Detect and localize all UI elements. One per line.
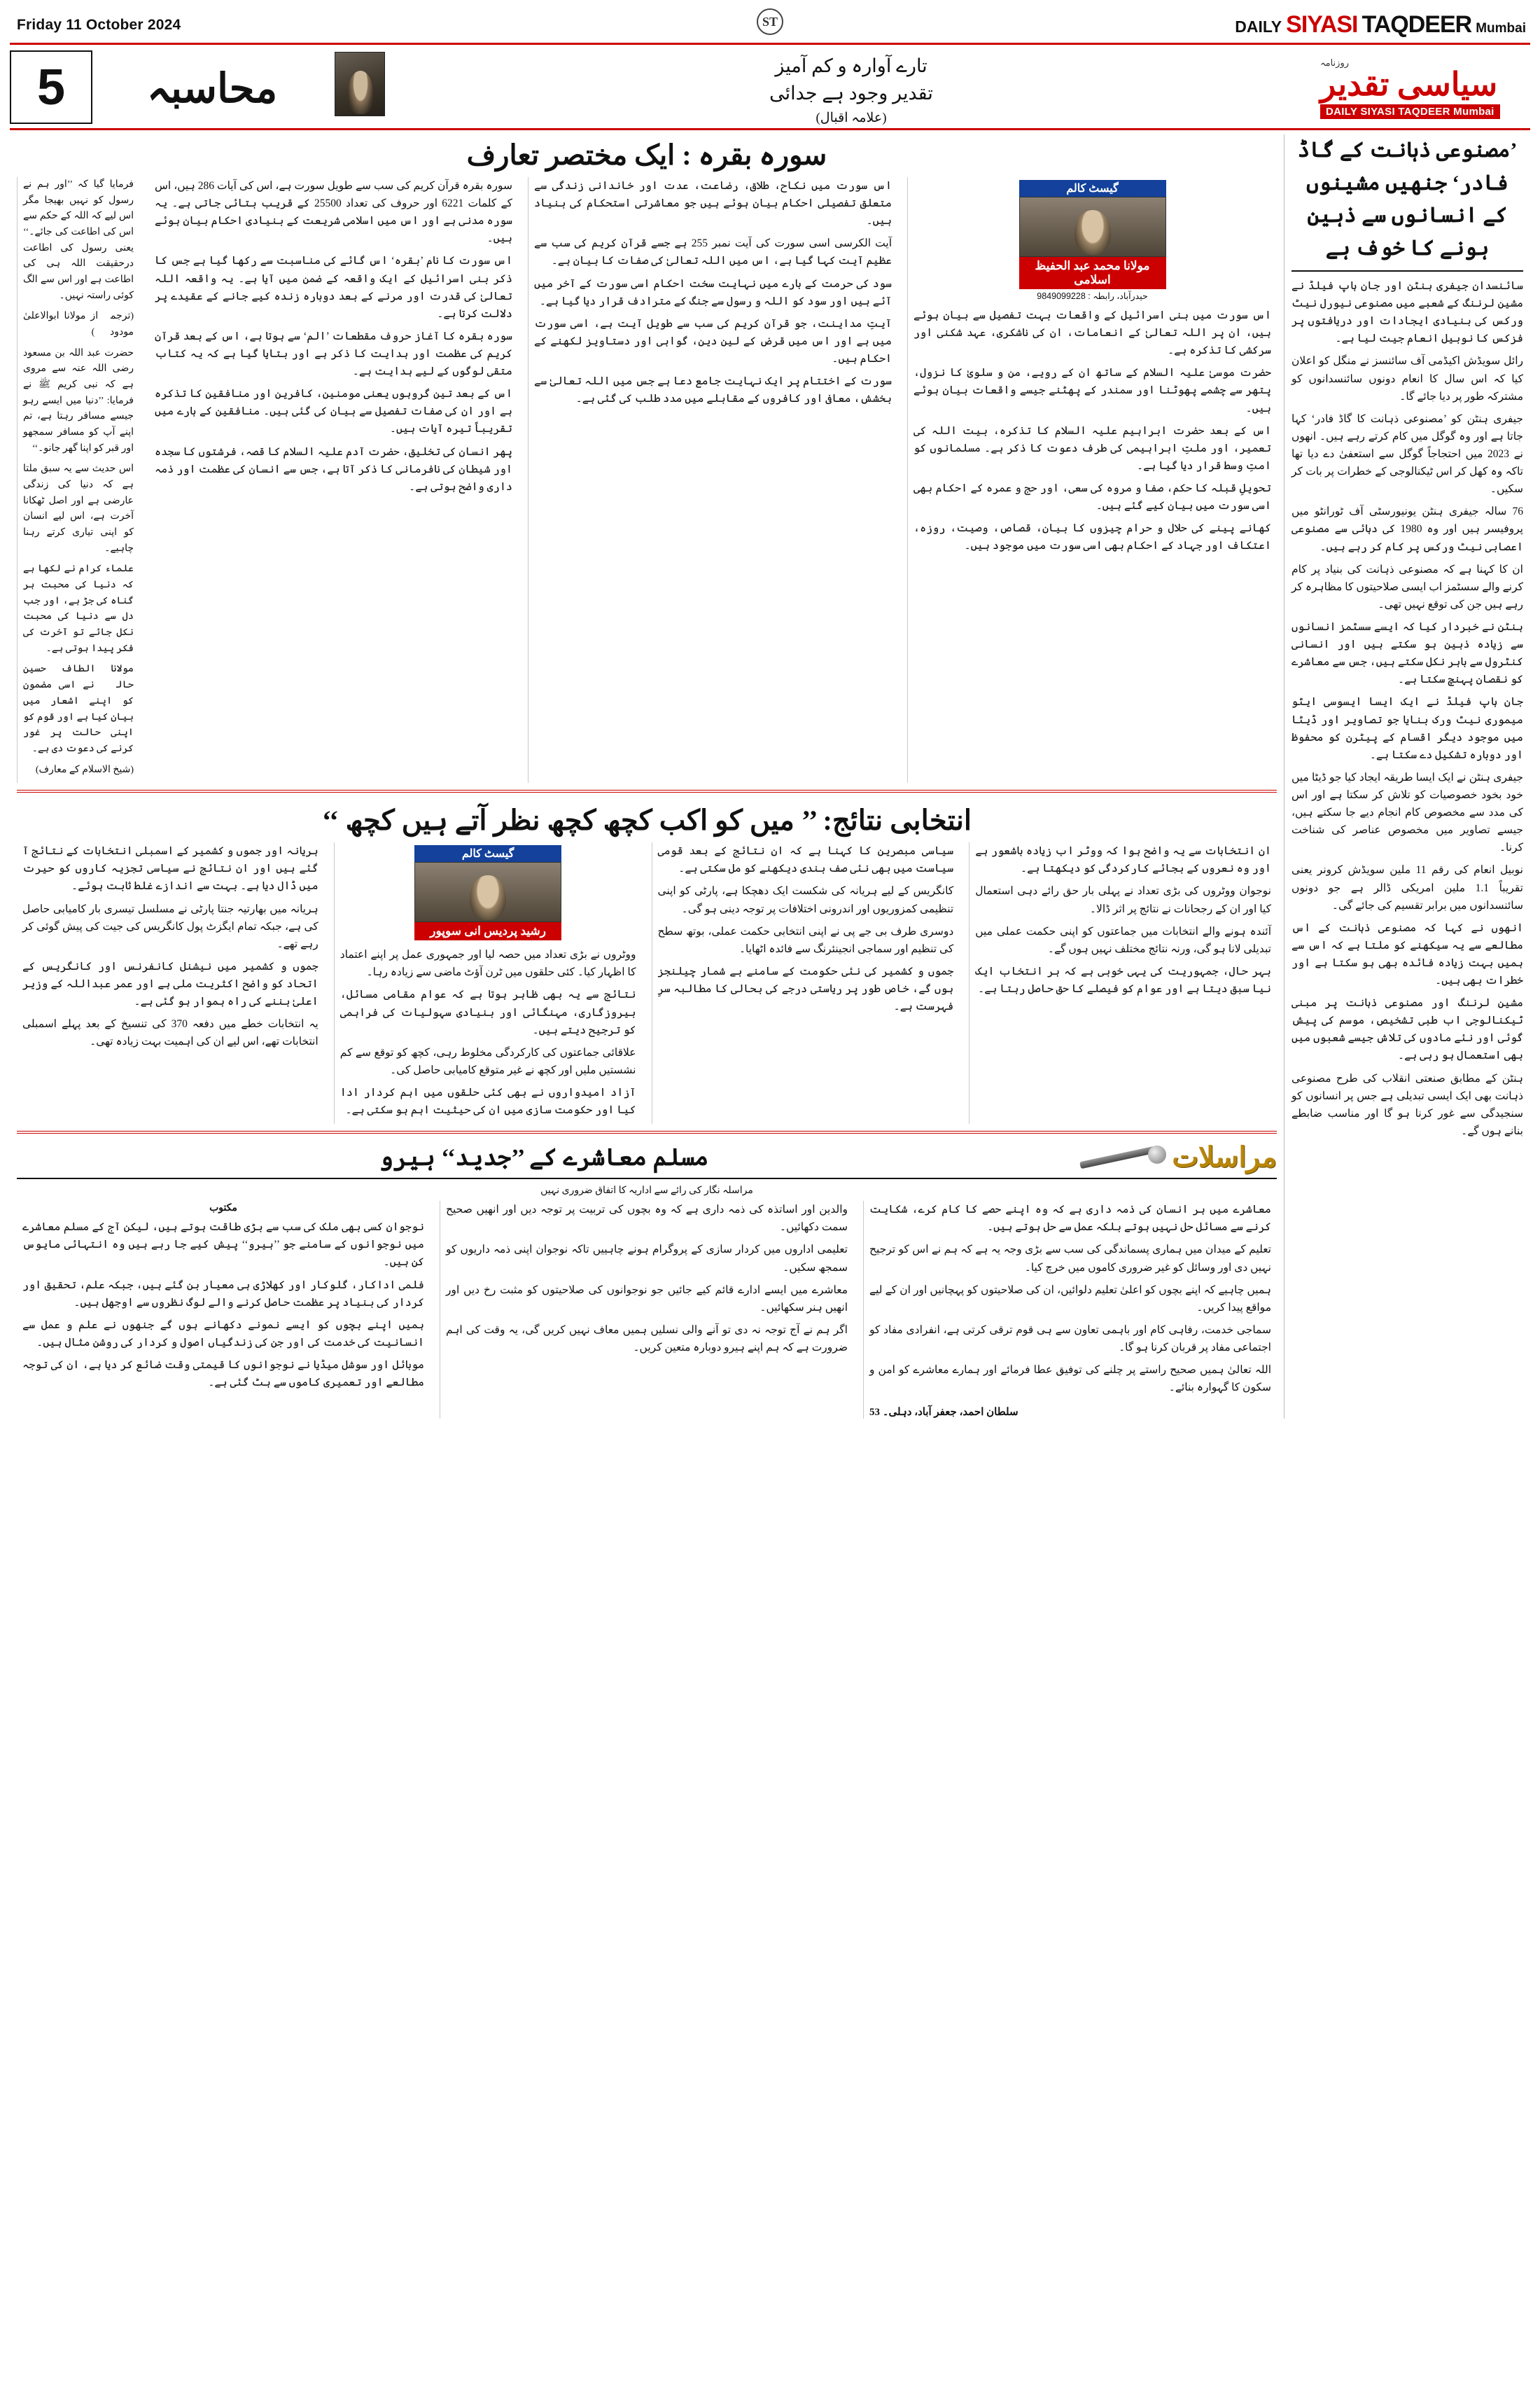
article-paragraph: اس سورت میں نکاح، طلاق، رضاعت، عدت اور خاندانی زندگی سے متعلق تفصیلی احکام بیان ہوئے ہیں جو معاشرتی استحکام کی بنیاد ہیں۔ xyxy=(534,180,892,228)
article-paragraph: سورہ بقرہ کا آغاز حروف مقطعات ’الم‘ سے ہوتا ہے، اس کے بعد قرآن کریم کی عظمت اور ہدایت کا ذکر ہے اور بتایا گیا ہے کہ یہ کتاب متقی لوگوں کے لیے ہدایت ہے۔ xyxy=(155,330,512,378)
article-title: سورہ بقرہ : ایک مختصر تعارف xyxy=(466,139,827,171)
article-title: انتخابی نتائج: ’’ میں کو اکب کچھ کچھ نظر آتے ہیں کچھ ‘‘ xyxy=(322,805,972,837)
byline-contact: 9849099228 : حیدرآباد، رابطہ xyxy=(1037,291,1148,301)
article-paragraph: دوسری طرف بی جے پی نے اپنی انتخابی حکمت عملی، بوتھ سطح کی تنظیم اور سماجی انجینئرنگ سے فائدہ اٹھایا۔ xyxy=(657,925,954,955)
article-paragraph: اس کے بعد تین گروہوں یعنی مومنین، کافرین اور منافقین کا تذکرہ ہے اور ان کی صفات تفصیل سے بیان کی گئی ہیں۔ منافقین کے بارے میں تقریباً تیرہ آیات ہیں۔ xyxy=(155,388,512,436)
couplet-block xyxy=(392,48,1320,128)
article-column-body xyxy=(534,177,892,408)
publication-date: Friday 11 October 2024 xyxy=(17,16,181,33)
masthead-daily-label: DAILY xyxy=(1235,18,1282,36)
feature-body xyxy=(1292,277,1523,1140)
couplet-line-2: تقدیر وجود ہے جدائی xyxy=(769,83,933,104)
misc-paragraph: فرمایا گیا کہ ’’اور ہم نے رسول کو نہیں بھیجا مگر اس لیے کہ اللہ کے حکم سے اس کی اطاعت کی جائے۔‘‘ یعنی رسول کی اطاعت درحقیقت اللہ ہی کی اطاعت ہے اور اس سے الگ کوئی راستہ نہیں۔ xyxy=(23,179,134,301)
feature-paragraph: جیفری ہنٹن کو ’مصنوعی ذہانت کا گاڈ فادر‘ کہا جاتا ہے اور وہ گوگل میں کام کرتے رہے ہیں۔ انھوں نے 2023 میں احتجاجاً گوگل سے استعفیٰ دے دیا تھا تاکہ وہ کھل کر اس ٹیکنالوجی کے خطرات پر بات کر سکیں۔ xyxy=(1292,412,1523,496)
masthead-taqdeer-label: TAQDEER xyxy=(1362,11,1472,38)
feature-paragraph: جان ہاپ فیلڈ نے ایک ایسا ایسوسی ایٹو میموری نیٹ ورک بنایا جو تصاویر اور ڈیٹا میں موجود دیگر اقسام کے پیٹرن کو محفوظ اور دوبارہ تشکیل دے سکتا ہے۔ xyxy=(1292,696,1523,761)
article-paragraph: نتائج سے یہ بھی ظاہر ہوتا ہے کہ عوام مقامی مسائل، بیروزگاری، مہنگائی اور بنیادی سہولیات کی فراہمی کو ترجیح دیتے ہیں۔ xyxy=(340,989,636,1036)
column-hero-1 xyxy=(17,1201,430,1419)
article-paragraph: اس سورت کا نام ’بقرہ‘ اس گائے کی مناسبت سے رکھا گیا ہے جس کا ذکر بنی اسرائیل کے ایک واقعہ کے ضمن میں آیا ہے۔ یہ واقعہ اللہ تعالیٰ کی قدرت اور مرنے کے بعد دوبارہ زندہ کیے جانے کے عقیدے پر دلالت کرتا ہے۔ xyxy=(155,255,512,320)
article-surah-baqarah xyxy=(17,134,1277,793)
article-column-body xyxy=(869,1201,1271,1396)
misc-paragraph: مولانا الطاف حسین حالیؒ نے اسی مضمون کو اپنے اشعار میں بیان کیا ہے اور قوم کو اپنی حالت پر غور کرنے کی دعوت دی ہے۔ xyxy=(23,664,134,754)
article-paragraph: اس سورت میں بنی اسرائیل کے واقعات بہت تفصیل سے بیان ہوئے ہیں، ان پر اللہ تعالیٰ کے انعامات، ان کی ناشکری، عہد شکنی اور سرکشی کا تذکرہ ہے۔ xyxy=(913,309,1271,357)
feature-paragraph: رائل سویڈش اکیڈمی آف سائنسز نے منگل کو اعلان کیا کہ اس سال کا انعام دونوں سائنسدانوں کو مشترکہ طور پر دیا جائے گا۔ xyxy=(1292,355,1523,403)
article-election-results xyxy=(17,800,1277,1134)
nameplate-urdu: سیاسی تقدیر xyxy=(1320,66,1498,102)
article-paragraph: اس کے بعد حضرت ابراہیم علیہ السلام کا تذکرہ، بیت اللہ کی تعمیر، اور ملتِ ابراہیمی کی طرف دعوت کا ذکر ہے۔ مسلمانوں کو امتِ وسط قرار دیا گیا ہے۔ xyxy=(913,424,1271,472)
column-with-byline xyxy=(907,177,1277,783)
article-paragraph: موبائل اور سوشل میڈیا نے نوجوانوں کا قیمتی وقت ضائع کر دیا ہے، ان کی توجہ مطالعے اور تعمیری کاموں سے ہٹ گئی ہے۔ xyxy=(22,1358,424,1389)
article-paragraph: حضرت موسیٰ علیہ السلام کے ساتھ ان کے رویے، من و سلویٰ کا نزول، پتھر سے چشمے پھوٹنا اور سمندر کے پھٹنے جیسے واقعات بیان ہوئے ہیں۔ xyxy=(913,367,1271,415)
article-paragraph: تعلیم کے میدان میں ہماری پسماندگی کی سب سے بڑی وجہ یہ ہے کہ ہم نے اس کو ترجیح نہیں دی اور وسائل کو غیر ضروری کاموں میں خرچ کیا۔ xyxy=(869,1244,1271,1274)
article-column-body xyxy=(975,842,1271,998)
article-columns xyxy=(17,177,1277,783)
column-election-4 xyxy=(969,842,1277,1124)
seal-icon: ST xyxy=(757,8,783,35)
article-column-body xyxy=(155,177,512,496)
article-columns xyxy=(17,842,1277,1124)
article-paragraph: ہریانہ اور جموں و کشمیر کے اسمبلی انتخابات کے نتائج آ گئے ہیں اور ان نتائج نے سیاسی تجزیہ کاروں کو حیرت میں ڈال دیا ہے۔ بہت سے اندازے غلط ثابت ہوئے۔ xyxy=(22,845,318,893)
byline-tag: گیسٹ کالم xyxy=(414,845,561,862)
article-paragraph: فلمی اداکار، گلوکار اور کھلاڑی ہی معیار بن گئے ہیں، جبکہ علم، تحقیق اور کردار کی بنیاد پر عظمت حاصل کرنے والے لوگ نظروں سے اوجھل ہیں۔ xyxy=(22,1279,424,1309)
section-banner xyxy=(10,48,1530,130)
article-paragraph: اگر ہم نے آج توجہ نہ دی تو آنے والی نسلیں ہمیں معاف نہیں کریں گی، یہ وقت کی اہم ضرورت ہے کہ ہم اپنے ہیرو دوبارہ متعین کریں۔ xyxy=(446,1323,848,1353)
article-paragraph: ہمیں اپنے بچوں کو ایسے نمونے دکھانے ہوں گے جنھوں نے علم و عمل سے انسانیت کی خدمت کی اور جن کی زندگیاں اصول و کردار کی روشن مثال ہیں۔ xyxy=(22,1318,424,1349)
masaalat-disclaimer: مراسلہ نگار کی رائے سے اداریہ کا اتفاق ضروری نہیں xyxy=(540,1185,753,1197)
feature-paragraph: ہنٹن کے مطابق صنعتی انقلاب کی طرح مصنوعی ذہانت بھی ایک ایسی تبدیلی ہے جس پر انسانوں کو سنجیدگی سے غور کرنا ہو گا اور مناسب ضابطے بنانے ہوں گے۔ xyxy=(1292,1072,1523,1137)
article-paragraph: ہریانہ میں بھارتیہ جنتا پارٹی نے مسلسل تیسری بار کامیابی حاصل کی ہے، جبکہ تمام ایگزٹ پول کانگریس کی جیت کی پیش گوئی کر رہے تھے۔ xyxy=(22,903,318,950)
feature-paragraph: مشین لرننگ اور مصنوعی ذہانت پر مبنی ٹیکنالوجی اب طبی تشخیص، موسم کی پیش گوئی اور نئے مادوں کی تلاش جیسے شعبوں میں بھی استعمال ہو رہی ہے۔ xyxy=(1292,997,1523,1062)
feature-paragraph: سائنسدان جیفری ہنٹن اور جان ہاپ فیلڈ نے مشین لرننگ کے شعبے میں مصنوعی نیورل نیٹ ورکس کی بنیادی ایجادات اور دریافتوں پر فزکس کا نوبیل انعام جیت لیا ہے۔ xyxy=(1292,280,1523,345)
couplet-poet: (علامہ اقبال) xyxy=(816,111,887,125)
article-paragraph: آیت الکرسی اسی سورت کی آیت نمبر 255 ہے جسے قرآن کریم کی سب سے عظیم آیت کہا گیا ہے، اس میں اللہ تعالیٰ کی صفات کا بیان ہے۔ xyxy=(534,237,892,267)
article-paragraph: بہر حال، جمہوریت کی یہی خوبی ہے کہ ہر انتخاب ایک نیا سبق دیتا ہے اور عوام کو فیصلے کا حق حاصل رہتا ہے۔ xyxy=(975,965,1271,995)
article-paragraph: والدین اور اساتذہ کی ذمہ داری ہے کہ وہ بچوں کی تربیت پر توجہ دیں اور انھیں صحیح سمت دکھائیں۔ xyxy=(446,1204,848,1234)
article-paragraph: کھانے پینے کی حلال و حرام چیزوں کا بیان، قصاص، وصیت، روزہ، اعتکاف اور جہاد کے احکام بھی اسی سورت میں موجود ہیں۔ xyxy=(913,522,1271,552)
column-article-mid xyxy=(528,177,897,783)
column-election-1 xyxy=(17,842,324,1124)
article-paragraph: پھر انسان کی تخلیق، حضرت آدم علیہ السلام کا قصہ، فرشتوں کا سجدہ اور شیطان کی نافرمانی کا ذکر آتا ہے، جس سے انسان کی عظمت اور ذمہ داری واضح ہوتی ہے۔ xyxy=(155,445,512,493)
page-number: 5 xyxy=(10,50,92,124)
nameplate-strip: DAILY SIYASI TAQDEER Mumbai xyxy=(1320,104,1500,119)
article-column-body xyxy=(340,946,636,1119)
misc-paragraph: (شیخ الاسلام کے معارف) xyxy=(35,764,134,775)
column-article-first xyxy=(149,177,518,783)
column-election-3 xyxy=(652,842,960,1124)
column-election-2 xyxy=(334,842,642,1124)
section-title: محاسبہ xyxy=(146,65,278,111)
poet-portrait xyxy=(335,52,385,116)
feature-paragraph: نوبیل انعام کی رقم 11 ملین سویڈش کرونر یعنی تقریباً 1.1 ملین امریکی ڈالر ہے جو دونوں سائنسدانوں میں برابر تقسیم کی جائے گی۔ xyxy=(1292,864,1523,912)
author-photo xyxy=(1019,197,1166,257)
article-paragraph: جموں و کشمیر میں نیشنل کانفرنس اور کانگریس کے اتحاد کو واضح اکثریت ملی ہے اور عمر عبداللہ کے وزیر اعلیٰ بننے کی راہ ہموار ہو گئی ہے۔ xyxy=(22,960,318,1008)
column-hero-3 xyxy=(863,1201,1277,1419)
article-paragraph: آئندہ ہونے والے انتخابات میں جماعتوں کو اپنی حکمت عملی میں تبدیلی لانا ہو گی، ورنہ نتائج مختلف نہیں ہوں گے۔ xyxy=(975,925,1271,955)
article-paragraph: نوجوان کسی بھی ملک کی سب سے بڑی طاقت ہوتے ہیں، لیکن آج کے مسلم معاشرے میں نوجوانوں کے سامنے جو ’’ہیرو‘‘ پیش کیے جا رہے ہیں وہ انتہائی مایوس کن ہیں۔ xyxy=(22,1221,425,1269)
byline-tag: گیسٹ کالم xyxy=(1019,180,1166,197)
feature-paragraph: ہنٹن نے خبردار کیا کہ ایسے سسٹمز انسانوں سے زیادہ ذہین ہو سکتے ہیں اور انسانی کنٹرول سے باہر نکل سکتے ہیں، جس سے معاشرے کو نقصان پہنچ سکتا ہے۔ xyxy=(1292,620,1523,686)
pen-icon xyxy=(1079,1141,1163,1174)
masaalat-logo: مراسلات xyxy=(1172,1141,1277,1174)
byline-author-name: مولانا محمد عبد الحفیظ اسلامی xyxy=(1019,257,1166,289)
feature-column-ai xyxy=(1284,134,1530,1419)
byline-author-name: رشید پردیس انی سوپور xyxy=(414,922,561,940)
article-muslim-hero xyxy=(17,1141,1277,1419)
feature-headline: ’مصنوعی ذہانت کے گاڈ فادر‘ جنھیں مشینوں کے انسانوں سے ذہین ہونے کا خوف ہے xyxy=(1292,134,1523,272)
masaalat-header xyxy=(17,1141,1277,1179)
article-column-body xyxy=(658,842,954,1015)
nameplate xyxy=(1320,48,1530,128)
column-hero-2 xyxy=(440,1201,853,1419)
feature-paragraph: ان کا کہنا ہے کہ مصنوعی ذہانت کی بنیاد پر کام کرنے والے سسٹمز اب ایسی صلاحیتوں کا مظاہرہ کر رہے ہیں جن کی توقع نہیں تھی۔ xyxy=(1292,563,1523,611)
article-column-body xyxy=(446,1201,848,1356)
article-paragraph: تعلیمی اداروں میں کردار سازی کے پروگرام ہونے چاہییں تاکہ نوجوان اپنی ذمہ داریوں کو سمجھ سکیں۔ xyxy=(446,1244,848,1274)
article-paragraph: تحویلِ قبلہ کا حکم، صفا و مروہ کی سعی، اور حج و عمرہ کے احکام بھی اسی سورت میں بیان کیے گئے ہیں۔ xyxy=(913,482,1271,513)
article-paragraph: علاقائی جماعتوں کی کارکردگی مخلوط رہی، کچھ کو توقع سے کم نشستیں ملیں اور کچھ نے غیر متوقع کامیابی حاصل کی۔ xyxy=(340,1046,636,1076)
article-column-body xyxy=(913,307,1271,555)
article-column-body xyxy=(22,1218,424,1391)
article-paragraph: معاشرے میں ایسے ادارے قائم کیے جائیں جو نوجوانوں کی صلاحیتوں کو مثبت رخ دیں اور انھیں ہنر سکھائیں۔ xyxy=(446,1283,848,1314)
main-column-area xyxy=(10,134,1284,1419)
article-paragraph: کانگریس کے لیے ہریانہ کی شکست ایک دھچکا ہے، پارٹی کو اپنی تنظیمی کمزوریوں اور اندرونی اختلافات پر توجہ دینی ہو گی۔ xyxy=(657,885,954,915)
misc-paragraph: حضرت عبد اللہ بن مسعود رضی اللہ عنہ سے مروی ہے کہ نبی کریم ﷺ نے فرمایا: ’’دنیا میں ایسے رہو جیسے مسافر رہتا ہے، تم اپنے آپ کو مسافر سمجھو اور قبر کو اپنا گھر جانو۔‘‘ xyxy=(23,347,134,454)
article-paragraph: معاشرے میں ہر انسان کی ذمہ داری ہے کہ وہ اپنے حصے کا کام کرے، شکایت کرنے سے مسائل حل نہیں ہوتے بلکہ عمل سے حل ہوتے ہیں۔ xyxy=(869,1204,1271,1234)
feature-paragraph: 76 سالہ جیفری ہنٹن یونیورسٹی آف ٹورانٹو میں پروفیسر ہیں اور وہ 1980 کی دہائی سے مصنوعی اعصابی نیٹ ورکس پر کام کر رہے ہیں۔ xyxy=(1292,506,1523,553)
misc-paragraph: اس حدیث سے یہ سبق ملتا ہے کہ دنیا کی زندگی عارضی ہے اور اصل ٹھکانا آخرت ہے، اس لیے انسان کو اپنی تیاری کرتے رہنا چاہیے۔ xyxy=(23,464,134,554)
article-paragraph: آزاد امیدواروں نے بھی کئی حلقوں میں اہم کردار ادا کیا اور حکومت سازی میں ان کی حیثیت اہم ہو سکتی ہے۔ xyxy=(340,1086,636,1117)
couplet-line-1: تارے آوارہ و کم آمیز xyxy=(775,55,927,76)
article-paragraph: ووٹروں نے بڑی تعداد میں حصہ لیا اور جمہوری عمل پر اپنے اعتماد کا اظہار کیا۔ کئی حلقوں میں ٹرن آؤٹ ماضی سے زیادہ رہا۔ xyxy=(340,949,636,979)
article-paragraph: سماجی خدمت، رفاہی کام اور باہمی تعاون سے ہی قوم ترقی کرتی ہے، انفرادی مفاد کو اجتماعی مفاد پر قربان کرنا ہو گا۔ xyxy=(869,1323,1271,1353)
article-paragraph: آیتِ مداینت، جو قرآن کریم کی سب سے طویل آیت ہے، اسی سورت میں ہے اور اس میں قرض کے لین دین، گواہی اور دستاویز لکھنے کے احکام ہیں۔ xyxy=(534,317,892,365)
misc-paragraph: علماء کرام نے لکھا ہے کہ دنیا کی محبت ہر گناہ کی جڑ ہے، اور جب دل سے دنیا کی محبت نکل جائے تو آخرت کی فکر پیدا ہوتی ہے۔ xyxy=(23,564,134,654)
article-paragraph: یہ انتخابات خطے میں دفعہ 370 کی تنسیخ کے بعد پہلے اسمبلی انتخابات تھے، اس لیے ان کی اہمیت بہت زیادہ تھی۔ xyxy=(22,1018,318,1048)
nameplate-kicker: روزنامہ xyxy=(1320,57,1349,68)
byline-card-author xyxy=(1019,180,1166,301)
letter-kicker: مکتوب xyxy=(209,1203,237,1214)
masthead-city-label: Mumbai xyxy=(1476,21,1526,36)
article-paragraph: ہمیں چاہیے کہ اپنے بچوں کو اعلیٰ تعلیم دلوائیں، ان کی صلاحیتوں کو پہچانیں اور ان کے لیے مواقع پیدا کریں۔ xyxy=(869,1283,1271,1314)
article-paragraph: سود کی حرمت کے بارے میں نہایت سخت احکام اسی سورت کے آخر میں آئے ہیں اور سود کو اللہ و رسول سے جنگ کے مترادف قرار دیا گیا ہے۔ xyxy=(534,277,892,307)
feature-paragraph: انھوں نے کہا کہ مصنوعی ذہانت کے اس مطالعے سے یہ سیکھنے کو ملتا ہے کہ اس سے ہمیں بہت زیادہ فائدہ بھی ہو سکتا ہے اور خطرات بھی ہیں۔ xyxy=(1292,921,1523,987)
masthead xyxy=(10,7,1530,45)
article-paragraph: سیاسی مبصرین کا کہنا ہے کہ ان نتائج کے بعد قومی سیاست میں بھی نئی صف بندی دیکھنے کو مل سکتی ہے۔ xyxy=(657,845,954,875)
masthead-title xyxy=(1235,11,1526,39)
byline-card-author xyxy=(414,845,561,940)
letter-signature: سلطان احمد، جعفر آباد، دہلی۔ 53 xyxy=(869,1407,1018,1419)
article-paragraph: جموں و کشمیر کی نئی حکومت کے سامنے بے شمار چیلنجز ہوں گے، خاص طور پر ریاستی درجے کی بحالی کا مطالبہ سرِ فہرست ہے۔ xyxy=(657,965,954,1013)
author-photo xyxy=(414,862,561,922)
masthead-seal xyxy=(757,8,783,35)
article-paragraph: سورت کے اختتام پر ایک نہایت جامع دعا ہے جس میں اللہ تعالیٰ سے بخشش، معافی اور کافروں کے مقابلے میں مدد طلب کی گئی ہے۔ xyxy=(534,375,892,405)
article-paragraph: سورہ بقرہ قرآن کریم کی سب سے طویل سورت ہے، اس کی آیات 286 ہیں، اس کے کلمات 6221 اور حروف کی تعداد 25500 کے قریب بتائی جاتی ہے۔ یہ سورہ مدنی ہے اور اس میں اسلامی شریعت کے بنیادی احکام بیان ہوئے ہیں۔ xyxy=(155,180,513,245)
article-paragraph: ان انتخابات سے یہ واضح ہوا کہ ووٹر اب زیادہ باشعور ہے اور وہ نعروں کے بجائے کارکردگی کو دیکھتا ہے۔ xyxy=(975,845,1271,875)
article-paragraph: نوجوان ووٹروں کی بڑی تعداد نے پہلی بار حق رائے دہی استعمال کیا اور ان کے رجحانات نے نتائج پر اثر ڈالا۔ xyxy=(975,885,1271,915)
misc-paragraph: (ترجمہ از مولانا ابوالاعلیٰ مودودیؒ) xyxy=(23,311,134,338)
page-content xyxy=(10,134,1530,1419)
column-misc-notes xyxy=(17,177,139,783)
article-paragraph: اللہ تعالیٰ ہمیں صحیح راستے پر چلنے کی توفیق عطا فرمائے اور ہمارے معاشرے کو امن و سکون کا گہوارہ بنائے۔ xyxy=(869,1364,1271,1394)
article-column-body xyxy=(22,842,318,1050)
article-title: مسلم معاشرے کے ’’جدید‘‘ ہیرو xyxy=(379,1145,709,1171)
masthead-siyasi-label: SIYASI xyxy=(1286,11,1358,38)
feature-paragraph: جیفری ہنٹن نے ایک ایسا طریقہ ایجاد کیا جو ڈیٹا میں خود بخود خصوصیات کو تلاش کر سکتا ہے اور اس کی مدد سے مخصوص کام انجام دیے جا سکتے ہیں، جیسے تصاویر میں مخصوص عناصر کی شناخت کرنا۔ xyxy=(1292,771,1523,854)
article-columns xyxy=(17,1201,1277,1419)
